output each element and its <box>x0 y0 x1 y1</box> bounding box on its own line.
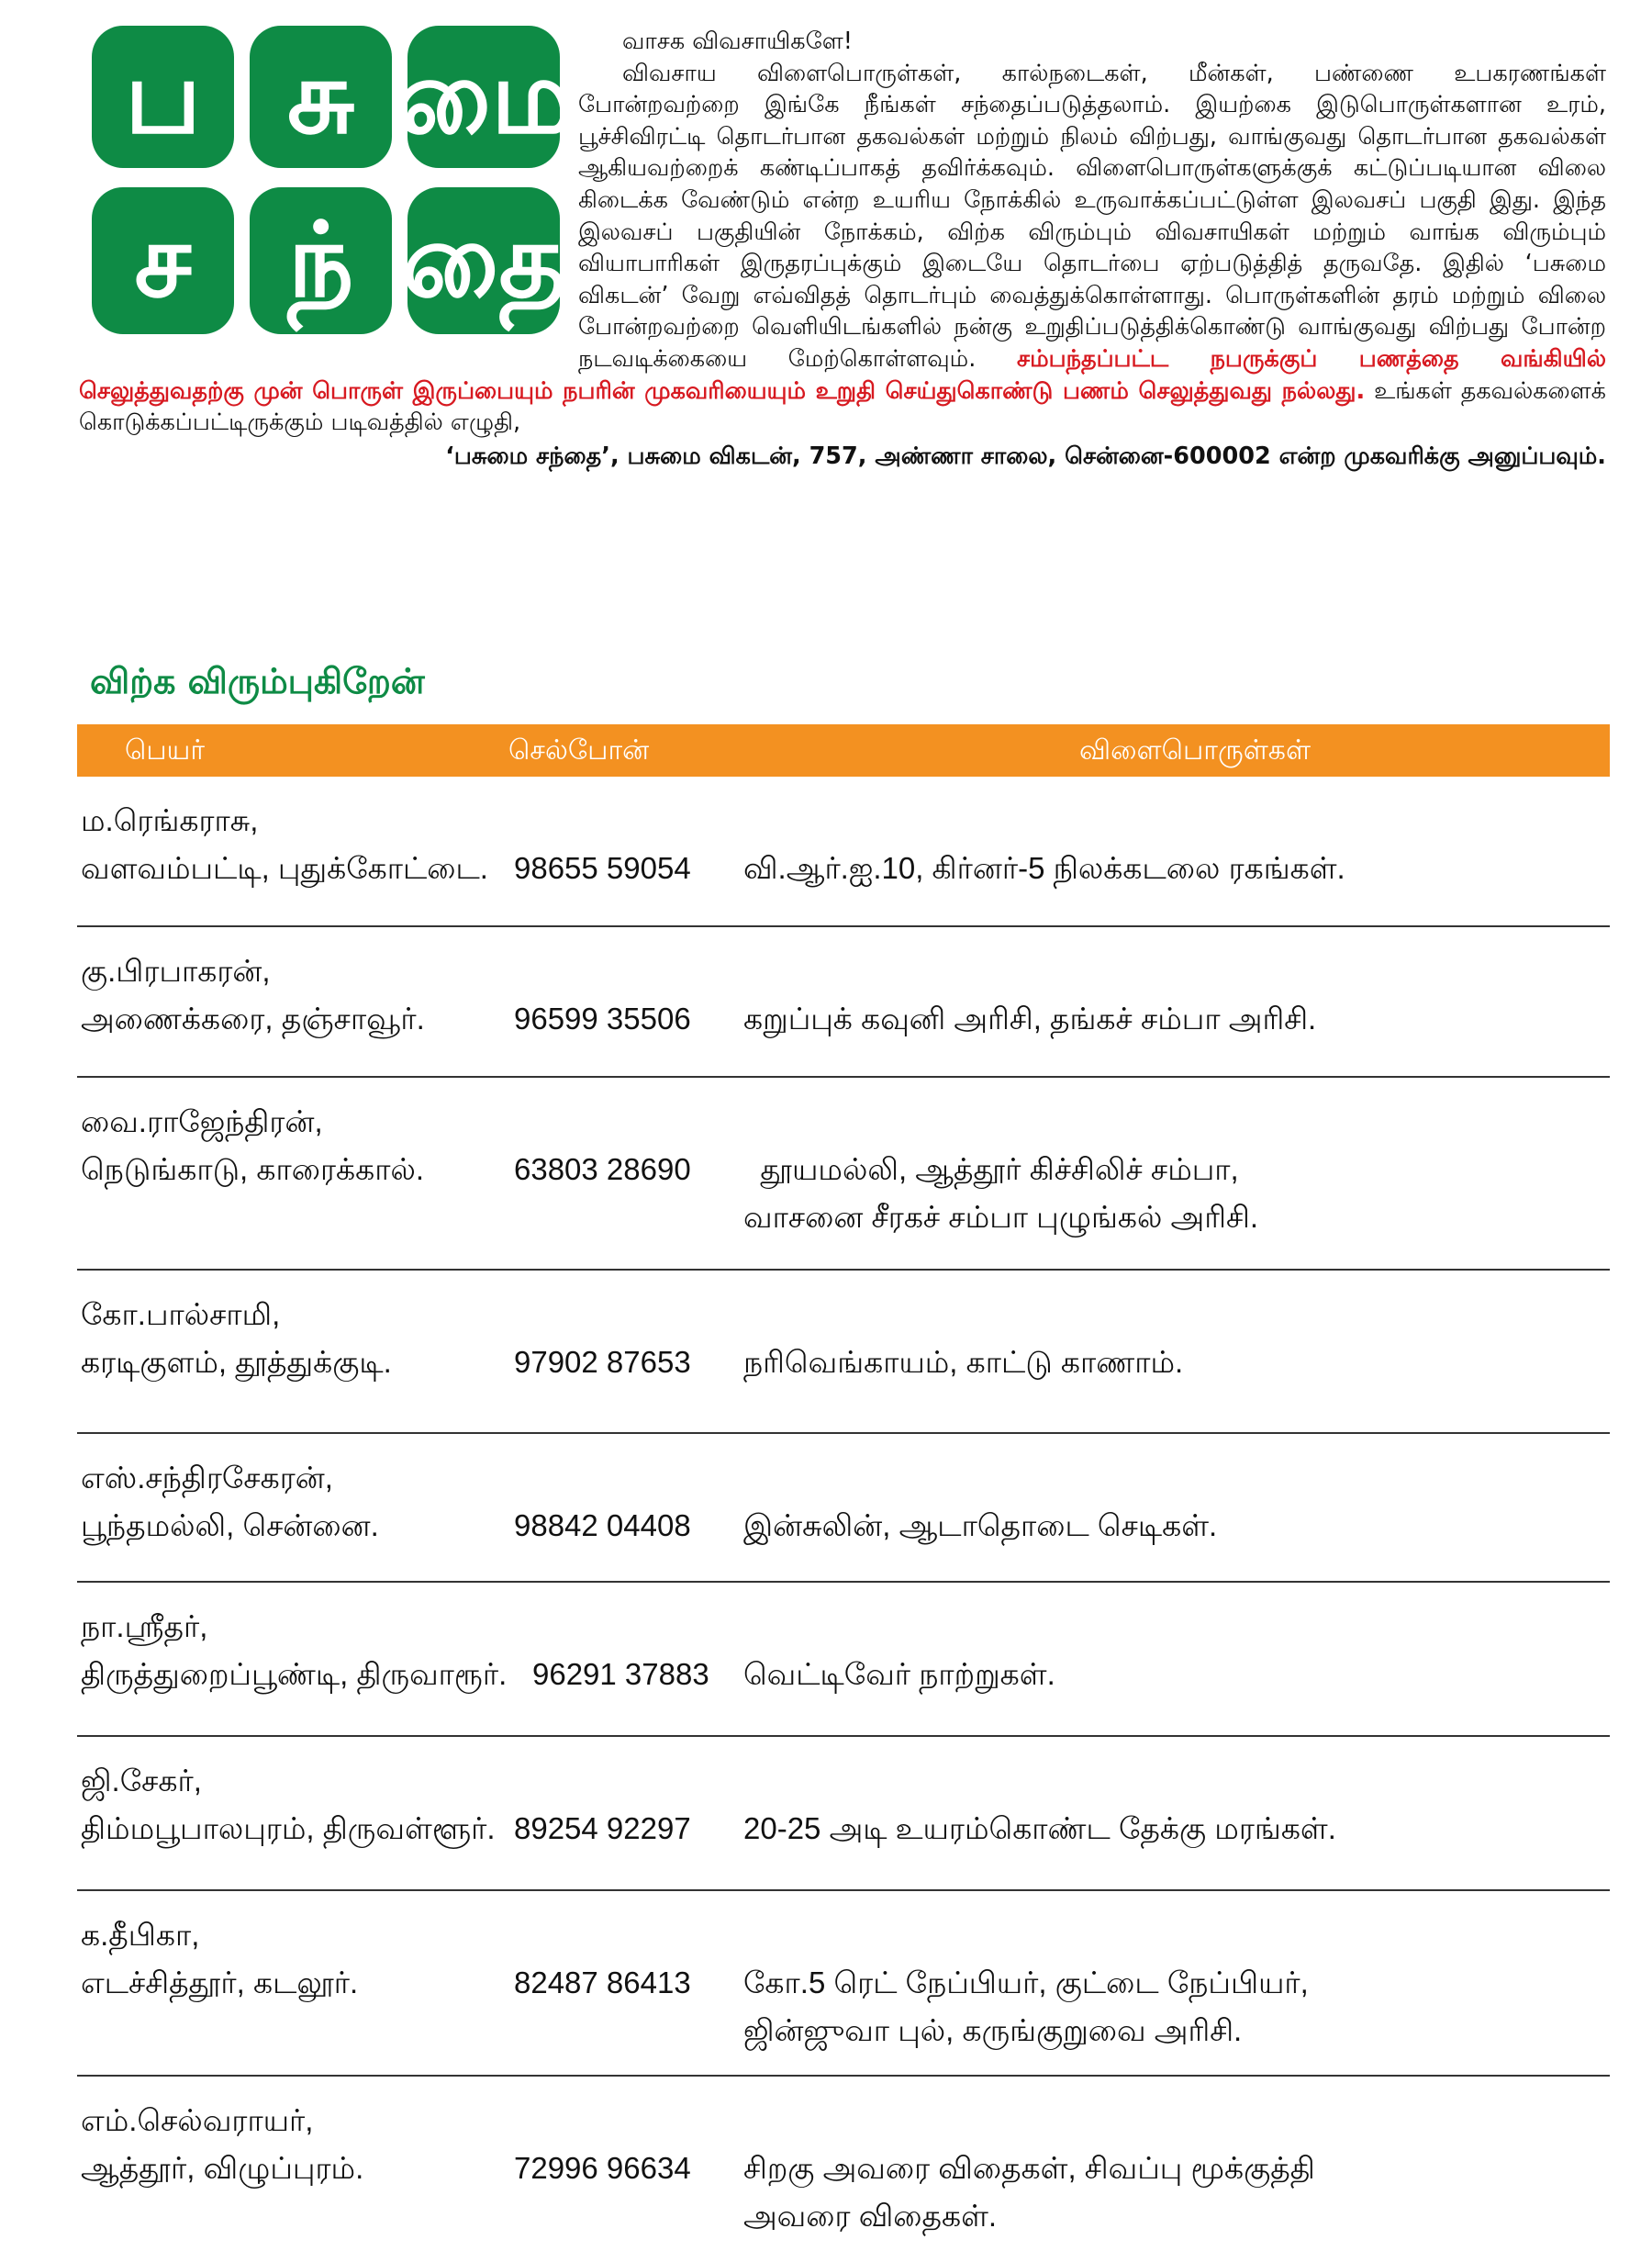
seller-place: பூந்தமல்லி, சென்னை. <box>81 1508 379 1542</box>
seller-place: நெடுங்காடு, காரைக்கால். <box>81 1152 425 1186</box>
logo-tile: ப <box>92 26 234 168</box>
seller-name: வை.ராஜேந்திரன், <box>81 1104 323 1138</box>
seller-phone: 97902 87653 <box>514 1345 691 1379</box>
seller-place: கரடிகுளம், தூத்துக்குடி. <box>81 1345 392 1379</box>
header-name: பெயர் <box>125 734 206 767</box>
seller-name: எஸ்.சந்திரசேகரன், <box>81 1461 333 1495</box>
seller-product: கறுப்புக் கவுனி அரிசி, தங்கச் சம்பா அரிசி. <box>743 1002 1317 1036</box>
logo-tile: மை <box>407 26 560 168</box>
logo-tile: சு <box>250 26 392 168</box>
seller-name: ம.ரெங்கராசு, <box>81 803 259 837</box>
table-header <box>77 724 1610 777</box>
seller-product: 20-25 அடி உயரம்கொண்ட தேக்கு மரங்கள். <box>743 1811 1336 1845</box>
seller-product: சிறகு அவரை விதைகள், சிவப்பு மூக்குத்தி <box>743 2151 1315 2185</box>
table-row <box>77 1891 1610 2077</box>
seller-place: ஆத்தூர், விழுப்புரம். <box>81 2151 364 2185</box>
seller-name: எம்.செல்வராயர், <box>81 2103 314 2137</box>
table-row <box>77 1078 1610 1271</box>
intro-after-warning: உங்கள் தகவல்களைக் கொடுக்கப்பட்டிருக்கும் படிவத்தில் எழுதி, <box>79 376 1606 437</box>
seller-product: நரிவெங்காயம், காட்டு காணாம். <box>743 1345 1184 1379</box>
logo-tile: ந் <box>250 187 392 334</box>
intro-body: விவசாய விளைபொருள்கள், கால்நடைகள், மீன்கள், பண்ணை உபகரணங்கள் போன்றவற்றை இங்கே நீங்கள் சந்தைப்படுத்தலாம். இயற்கை இடுபொருள்களான உரம், பூச்சிவிரட்டி தொடர்பான தகவல்கள் மற்றும் நிலம் விற்பது, வாங்குவது தொடர்பான தகவல்கள் ஆகியவற்றைக் கண்டிப்பாகத் தவிர்க்கவும். விளைபொருள்களுக்குக் கட்டுப்படியான விலை கிடைக்க வேண்டும் என்ற உயரிய நோக்கில் உருவாக்கப்பட்டுள்ள இலவசப் பகுதி இது. இந்த இலவசப் பகுதியின் நோக்கம், விற்க விரும்பும் விவசாயிகள் மற்றும் வாங்க விரும்பும் வியாபாரிகள் இருதரப்புக்கும் இடையே தொடர்பை ஏற்படுத்தித் தருவதே. இதில் ‘பசுமை விகடன்’ வேறு எவ்விதத் தொடர்பும் வைத்துக்கொள்ளாது. பொருள்களின் தரம் மற்றும் விலை போன்றவற்றை வெளியிடங்களில் நன்கு உறுதிப்படுத்திக்கொண்டு வாங்குவது விற்பது போன்ற நடவடிக்கையை மேற்கொள்ளவும். <box>578 59 1606 373</box>
header-products: விளைபொருள்கள் <box>1079 734 1312 767</box>
seller-phone: 98842 04408 <box>514 1508 691 1542</box>
table-row <box>77 1271 1610 1434</box>
seller-product: இன்சுலின், ஆடாதொடை செடிகள். <box>743 1508 1218 1542</box>
table-row <box>77 1583 1610 1737</box>
seller-name: ஜி.சேகர், <box>81 1764 202 1797</box>
seller-product-line2: ஜின்ஜுவா புல், கருங்குறுவை அரிசி. <box>743 2013 1243 2047</box>
pasumai-santhai-logo <box>92 26 575 336</box>
seller-product-line2: வாசனை சீரகச் சம்பா புழுங்கல் அரிசி. <box>743 1200 1258 1234</box>
seller-phone: 96291 37883 <box>532 1657 709 1691</box>
intro-greeting: வாசக விவசாயிகளே! <box>622 28 853 55</box>
seller-phone: 63803 28690 <box>514 1152 691 1186</box>
table-row <box>77 1434 1610 1583</box>
intro-address: ‘பசுமை சந்தை’, பசுமை விகடன், 757, அண்ணா சாலை, சென்னை-600002 என்ற முகவரிக்கு அனுப்பவும். <box>445 442 1606 470</box>
logo-tile: ச <box>92 187 234 334</box>
seller-product: வி.ஆர்.ஐ.10, கிர்னர்-5 நிலக்கடலை ரகங்கள். <box>743 851 1345 885</box>
table-row <box>77 2077 1610 2251</box>
section-title: விற்க விரும்புகிறேன் <box>90 661 425 701</box>
seller-place: அணைக்கரை, தஞ்சாவூர். <box>81 1002 425 1036</box>
seller-name: கு.பிரபாகரன், <box>81 954 271 988</box>
seller-phone: 89254 92297 <box>514 1811 691 1845</box>
seller-name: கோ.பால்சாமி, <box>81 1297 281 1331</box>
seller-product: வெட்டிவேர் நாற்றுகள். <box>743 1657 1055 1691</box>
seller-place: திம்மபூபாலபுரம், திருவள்ளூர். <box>81 1811 496 1845</box>
table-row <box>77 927 1610 1078</box>
intro-warning: சம்பந்தப்பட்ட நபருக்குப் பணத்தை வங்கியில் செலுத்துவதற்கு முன் பொருள் இருப்பையும் நபரின் முகவரியையும் உறுதி செய்துகொண்டு பணம் செலுத்துவது நல்லது. <box>79 344 1606 405</box>
seller-place: வளவம்பட்டி, புதுக்கோட்டை. <box>81 851 488 885</box>
seller-place: திருத்துறைப்பூண்டி, திருவாரூர். <box>81 1657 508 1691</box>
seller-phone: 96599 35506 <box>514 1002 691 1036</box>
header-phone: செல்போன் <box>508 734 650 767</box>
seller-name: நா.ஶ்ரீதர், <box>81 1609 208 1643</box>
seller-table <box>77 777 1610 2251</box>
table-row <box>77 1737 1610 1891</box>
logo-tile: தை <box>407 187 560 334</box>
seller-product: கோ.5 ரெட் நேப்பியர், குட்டை நேப்பியர், <box>743 1965 1309 1999</box>
seller-product: தூயமல்லி, ஆத்தூர் கிச்சிலிச் சம்பா, <box>743 1152 1239 1186</box>
seller-name: க.தீபிகா, <box>81 1918 200 1952</box>
seller-phone: 72996 96634 <box>514 2151 691 2185</box>
seller-product-line2: அவரை விதைகள். <box>743 2199 998 2233</box>
seller-phone: 98655 59054 <box>514 851 691 885</box>
seller-phone: 82487 86413 <box>514 1965 691 1999</box>
table-row <box>77 777 1610 927</box>
seller-place: எடச்சித்தூர், கடலூர். <box>81 1965 359 1999</box>
